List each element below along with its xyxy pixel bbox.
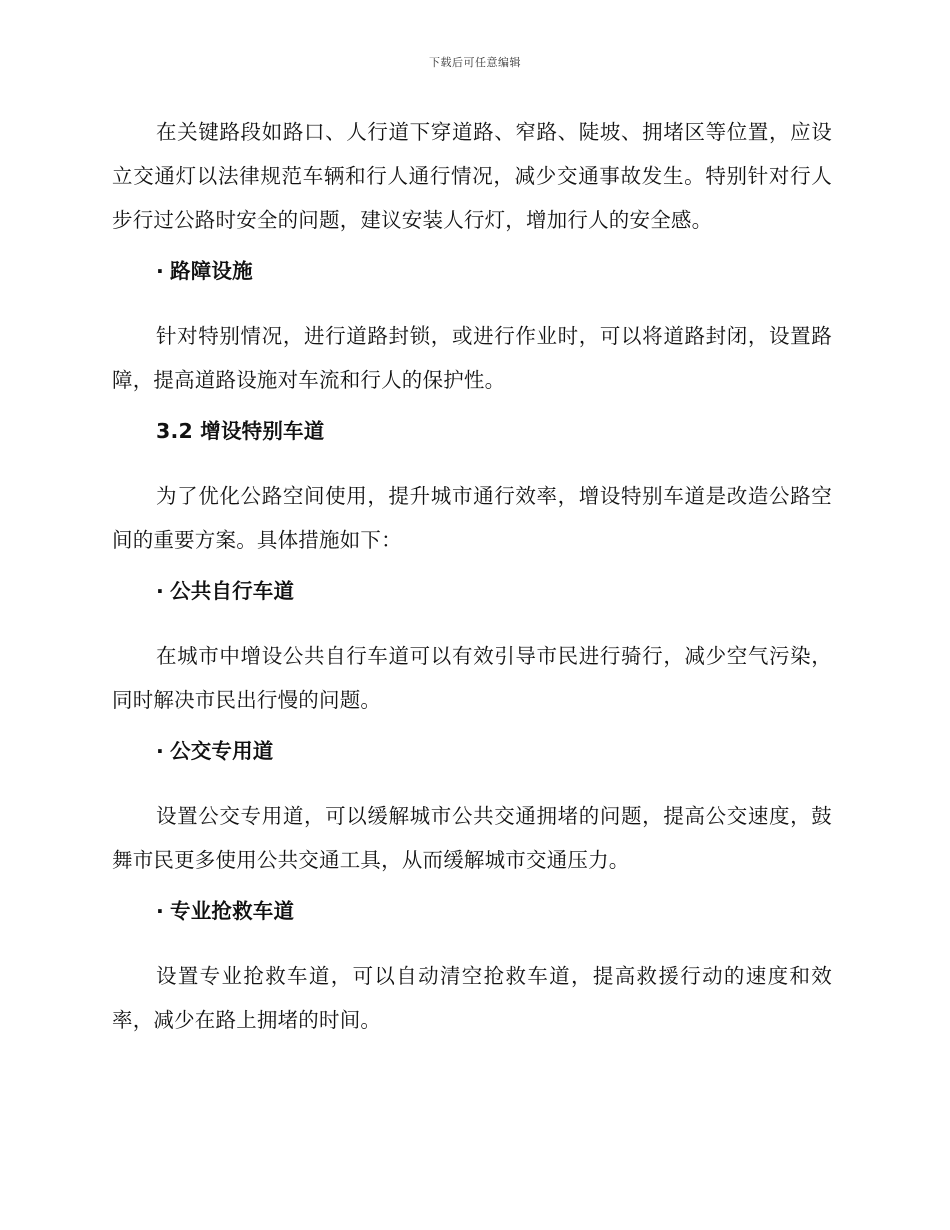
paragraph-bike-lane: 在城市中增设公共自行车道可以有效引导市民进行骑行，减少空气污染，同时解决市民出行慢的问题。 bbox=[112, 644, 832, 712]
heading-rescue-lane-text: 专业抢救车道 bbox=[170, 899, 295, 923]
heading-bus-lane-text: 公交专用道 bbox=[170, 739, 274, 763]
paragraph-bus-lane: 设置公交专用道，可以缓解城市公共交通拥堵的问题，提高公交速度，鼓舞市民更多使用公共交通工具，从而缓解城市交通压力。 bbox=[112, 804, 832, 872]
heading-barrier bbox=[156, 256, 832, 286]
heading-bike-lane bbox=[156, 576, 832, 606]
document-body bbox=[112, 110, 832, 1056]
heading-bus-lane bbox=[156, 736, 832, 766]
paragraph-special-lanes: 为了优化公路空间使用，提升城市通行效率，增设特别车道是改造公路空间的重要方案。具体措施如下： bbox=[112, 484, 832, 552]
heading-rescue-lane bbox=[156, 896, 832, 926]
section-heading-text: 3.2 增设特别车道 bbox=[156, 419, 325, 443]
header-note: 下载后可任意编辑 bbox=[429, 56, 521, 69]
bullet-dot: · bbox=[156, 579, 164, 603]
heading-bike-lane-text: 公共自行车道 bbox=[170, 579, 295, 603]
paragraph-traffic-lights: 在关键路段如路口、人行道下穿道路、窄路、陡坡、拥堵区等位置，应设立交通灯以法律规范车辆和行人通行情况，减少交通事故发生。特别针对行人步行过公路时安全的问题，建议安装人行灯，增加行人的安全感。 bbox=[112, 120, 832, 232]
section-heading bbox=[156, 416, 832, 446]
bullet-dot: · bbox=[156, 899, 164, 923]
heading-barrier-text: 路障设施 bbox=[170, 259, 253, 283]
bullet-dot: · bbox=[156, 259, 164, 283]
bullet-dot: · bbox=[156, 739, 164, 763]
paragraph-barrier: 针对特别情况，进行道路封锁，或进行作业时，可以将道路封闭，设置路障，提高道路设施对车流和行人的保护性。 bbox=[112, 324, 832, 392]
paragraph-rescue-lane: 设置专业抢救车道，可以自动清空抢救车道，提高救援行动的速度和效率，减少在路上拥堵的时间。 bbox=[112, 964, 832, 1032]
